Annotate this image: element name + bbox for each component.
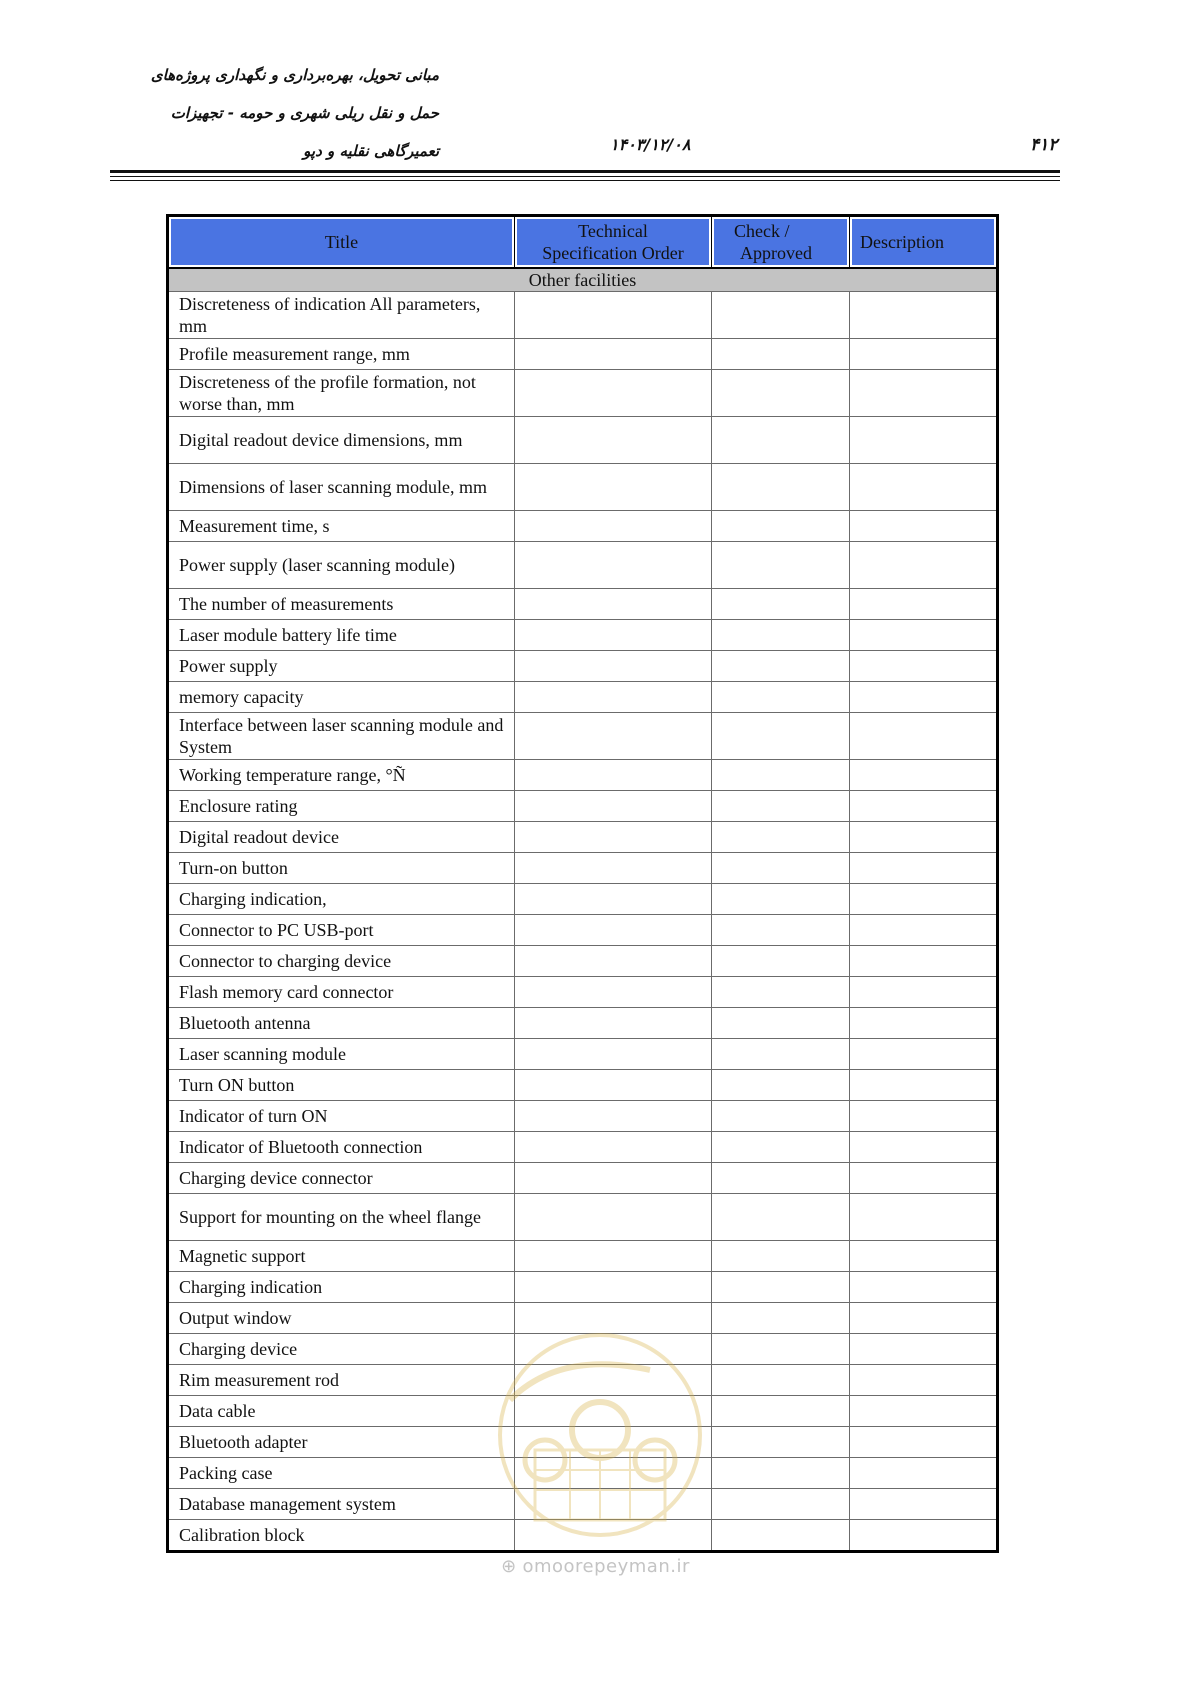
table-row bbox=[168, 339, 998, 370]
table-row bbox=[168, 511, 998, 542]
row-check-approved-cell[interactable] bbox=[712, 760, 850, 791]
row-title: Flash memory card connector bbox=[168, 977, 515, 1008]
row-description-cell[interactable] bbox=[850, 682, 998, 713]
row-title: Connector to PC USB-port bbox=[168, 915, 515, 946]
row-description-cell[interactable] bbox=[850, 1334, 998, 1365]
row-check-approved-cell[interactable] bbox=[712, 620, 850, 651]
table-row bbox=[168, 292, 998, 339]
row-technical-spec-cell[interactable] bbox=[515, 682, 712, 713]
row-title: Charging indication bbox=[168, 1272, 515, 1303]
row-check-approved-cell[interactable] bbox=[712, 1241, 850, 1272]
row-title: Digital readout device bbox=[168, 822, 515, 853]
row-title: Data cable bbox=[168, 1396, 515, 1427]
row-check-approved-cell[interactable] bbox=[712, 1365, 850, 1396]
row-check-approved-cell[interactable] bbox=[712, 1520, 850, 1552]
row-technical-spec-cell[interactable] bbox=[515, 1132, 712, 1163]
row-technical-spec-cell[interactable] bbox=[515, 1163, 712, 1194]
row-check-approved-cell[interactable] bbox=[712, 1163, 850, 1194]
row-description-cell[interactable] bbox=[850, 1272, 998, 1303]
row-description-cell[interactable] bbox=[850, 511, 998, 542]
row-description-cell[interactable] bbox=[850, 1396, 998, 1427]
table-row bbox=[168, 542, 998, 589]
row-check-approved-cell[interactable] bbox=[712, 1303, 850, 1334]
check-header-line-2: Approved bbox=[740, 243, 812, 263]
table-row bbox=[168, 1272, 998, 1303]
row-title: Bluetooth adapter bbox=[168, 1427, 515, 1458]
row-title: The number of measurements bbox=[168, 589, 515, 620]
table-row bbox=[168, 620, 998, 651]
header-rule-thick bbox=[110, 170, 1060, 173]
row-title: Charging indication, bbox=[168, 884, 515, 915]
table-row bbox=[168, 589, 998, 620]
row-check-approved-cell[interactable] bbox=[712, 1070, 850, 1101]
row-title: Discreteness of indication All parameters, mm bbox=[168, 292, 515, 339]
row-check-approved-cell[interactable] bbox=[712, 1334, 850, 1365]
table-row bbox=[168, 651, 998, 682]
table-row bbox=[168, 946, 998, 977]
row-description-cell[interactable] bbox=[850, 946, 998, 977]
check-header-line-1: Check / bbox=[734, 221, 790, 241]
row-title: Profile measurement range, mm bbox=[168, 339, 515, 370]
watermark-site bbox=[0, 1556, 1191, 1577]
row-check-approved-cell[interactable] bbox=[712, 1396, 850, 1427]
row-check-approved-cell[interactable] bbox=[712, 1427, 850, 1458]
row-technical-spec-cell[interactable] bbox=[515, 915, 712, 946]
row-description-cell[interactable] bbox=[850, 1365, 998, 1396]
row-check-approved-cell[interactable] bbox=[712, 791, 850, 822]
row-technical-spec-cell[interactable] bbox=[515, 760, 712, 791]
watermark-seal-icon bbox=[490, 1330, 710, 1540]
row-description-cell[interactable] bbox=[850, 977, 998, 1008]
row-check-approved-cell[interactable] bbox=[712, 853, 850, 884]
section-label: Other facilities bbox=[168, 268, 998, 292]
row-technical-spec-cell[interactable] bbox=[515, 651, 712, 682]
row-title: Connector to charging device bbox=[168, 946, 515, 977]
table-row bbox=[168, 713, 998, 760]
row-check-approved-cell[interactable] bbox=[712, 292, 850, 339]
row-description-cell[interactable] bbox=[850, 1241, 998, 1272]
row-check-approved-cell[interactable] bbox=[712, 946, 850, 977]
row-check-approved-cell[interactable] bbox=[712, 1008, 850, 1039]
table-row bbox=[168, 1163, 998, 1194]
column-header-description: Description bbox=[850, 216, 998, 269]
row-check-approved-cell[interactable] bbox=[712, 464, 850, 511]
tech-header-line-2: Specification Order bbox=[542, 243, 684, 263]
column-header-check-approved bbox=[712, 216, 850, 269]
table-row bbox=[168, 1008, 998, 1039]
row-technical-spec-cell[interactable] bbox=[515, 464, 712, 511]
row-check-approved-cell[interactable] bbox=[712, 651, 850, 682]
row-title: Indicator of Bluetooth connection bbox=[168, 1132, 515, 1163]
row-title: Power supply (laser scanning module) bbox=[168, 542, 515, 589]
row-description-cell[interactable] bbox=[850, 884, 998, 915]
header-date: ۱۴۰۳/۱۲/۰۸ bbox=[610, 135, 691, 154]
row-title: Magnetic support bbox=[168, 1241, 515, 1272]
table-row bbox=[168, 1241, 998, 1272]
row-title: Laser scanning module bbox=[168, 1039, 515, 1070]
row-technical-spec-cell[interactable] bbox=[515, 977, 712, 1008]
row-title: Packing case bbox=[168, 1458, 515, 1489]
row-technical-spec-cell[interactable] bbox=[515, 1194, 712, 1241]
row-title: Charging device connector bbox=[168, 1163, 515, 1194]
row-check-approved-cell[interactable] bbox=[712, 1272, 850, 1303]
row-description-cell[interactable] bbox=[850, 339, 998, 370]
row-check-approved-cell[interactable] bbox=[712, 339, 850, 370]
row-description-cell[interactable] bbox=[850, 713, 998, 760]
row-description-cell[interactable] bbox=[850, 542, 998, 589]
row-description-cell[interactable] bbox=[850, 1458, 998, 1489]
table-row bbox=[168, 1039, 998, 1070]
row-description-cell[interactable] bbox=[850, 1427, 998, 1458]
table-row bbox=[168, 822, 998, 853]
row-technical-spec-cell[interactable] bbox=[515, 884, 712, 915]
row-description-cell[interactable] bbox=[850, 1520, 998, 1552]
row-description-cell[interactable] bbox=[850, 915, 998, 946]
row-check-approved-cell[interactable] bbox=[712, 682, 850, 713]
row-technical-spec-cell[interactable] bbox=[515, 370, 712, 417]
row-description-cell[interactable] bbox=[850, 760, 998, 791]
header-title-line-1: مبانی تحویل، بهره‌برداری و نگهداری پروژه‌های bbox=[150, 66, 439, 84]
row-title: Dimensions of laser scanning module, mm bbox=[168, 464, 515, 511]
row-title: Interface between laser scanning module and System bbox=[168, 713, 515, 760]
row-title: Power supply bbox=[168, 651, 515, 682]
row-description-cell[interactable] bbox=[850, 791, 998, 822]
table-row bbox=[168, 1132, 998, 1163]
row-check-approved-cell[interactable] bbox=[712, 977, 850, 1008]
table-row bbox=[168, 853, 998, 884]
tech-header-line-1: Technical bbox=[578, 221, 648, 241]
column-header-title: Title bbox=[168, 216, 515, 269]
row-title: Calibration block bbox=[168, 1520, 515, 1552]
header-title-line-2: حمل و نقل ریلی شهری و حومه - تجهیزات bbox=[170, 104, 439, 122]
table-row bbox=[168, 760, 998, 791]
row-title: Database management system bbox=[168, 1489, 515, 1520]
row-technical-spec-cell[interactable] bbox=[515, 1303, 712, 1334]
row-technical-spec-cell[interactable] bbox=[515, 1272, 712, 1303]
row-technical-spec-cell[interactable] bbox=[515, 511, 712, 542]
row-technical-spec-cell[interactable] bbox=[515, 1241, 712, 1272]
row-check-approved-cell[interactable] bbox=[712, 1489, 850, 1520]
row-title: Measurement time, s bbox=[168, 511, 515, 542]
row-title: memory capacity bbox=[168, 682, 515, 713]
row-technical-spec-cell[interactable] bbox=[515, 1101, 712, 1132]
row-check-approved-cell[interactable] bbox=[712, 511, 850, 542]
section-row bbox=[168, 268, 998, 292]
row-technical-spec-cell[interactable] bbox=[515, 339, 712, 370]
row-description-cell[interactable] bbox=[850, 1070, 998, 1101]
table-row bbox=[168, 1303, 998, 1334]
watermark-site-text: omoorepeyman.ir bbox=[522, 1556, 690, 1577]
row-description-cell[interactable] bbox=[850, 822, 998, 853]
row-technical-spec-cell[interactable] bbox=[515, 853, 712, 884]
row-title: Output window bbox=[168, 1303, 515, 1334]
row-title: Working temperature range, °Ñ bbox=[168, 760, 515, 791]
table-row bbox=[168, 370, 998, 417]
row-check-approved-cell[interactable] bbox=[712, 542, 850, 589]
row-description-cell[interactable] bbox=[850, 1194, 998, 1241]
row-title: Turn ON button bbox=[168, 1070, 515, 1101]
table-row bbox=[168, 915, 998, 946]
row-description-cell[interactable] bbox=[850, 417, 998, 464]
header-rule-thin bbox=[110, 180, 1060, 181]
row-description-cell[interactable] bbox=[850, 1039, 998, 1070]
row-check-approved-cell[interactable] bbox=[712, 417, 850, 464]
row-technical-spec-cell[interactable] bbox=[515, 822, 712, 853]
table-row bbox=[168, 977, 998, 1008]
row-description-cell[interactable] bbox=[850, 1303, 998, 1334]
row-description-cell[interactable] bbox=[850, 1163, 998, 1194]
row-description-cell[interactable] bbox=[850, 1008, 998, 1039]
row-description-cell[interactable] bbox=[850, 292, 998, 339]
row-technical-spec-cell[interactable] bbox=[515, 1008, 712, 1039]
row-title: Enclosure rating bbox=[168, 791, 515, 822]
row-check-approved-cell[interactable] bbox=[712, 589, 850, 620]
row-title: Charging device bbox=[168, 1334, 515, 1365]
row-description-cell[interactable] bbox=[850, 589, 998, 620]
table-row bbox=[168, 417, 998, 464]
row-check-approved-cell[interactable] bbox=[712, 370, 850, 417]
table-row bbox=[168, 884, 998, 915]
row-description-cell[interactable] bbox=[850, 853, 998, 884]
row-check-approved-cell[interactable] bbox=[712, 1458, 850, 1489]
row-check-approved-cell[interactable] bbox=[712, 915, 850, 946]
row-technical-spec-cell[interactable] bbox=[515, 713, 712, 760]
row-technical-spec-cell[interactable] bbox=[515, 417, 712, 464]
row-technical-spec-cell[interactable] bbox=[515, 620, 712, 651]
row-title: Bluetooth antenna bbox=[168, 1008, 515, 1039]
row-check-approved-cell[interactable] bbox=[712, 1132, 850, 1163]
row-title: Indicator of turn ON bbox=[168, 1101, 515, 1132]
row-description-cell[interactable] bbox=[850, 370, 998, 417]
row-description-cell[interactable] bbox=[850, 1489, 998, 1520]
table-row bbox=[168, 682, 998, 713]
row-description-cell[interactable] bbox=[850, 651, 998, 682]
row-technical-spec-cell[interactable] bbox=[515, 542, 712, 589]
table-row bbox=[168, 1194, 998, 1241]
row-title: Rim measurement rod bbox=[168, 1365, 515, 1396]
row-title: Support for mounting on the wheel flange bbox=[168, 1194, 515, 1241]
row-technical-spec-cell[interactable] bbox=[515, 1039, 712, 1070]
row-technical-spec-cell[interactable] bbox=[515, 791, 712, 822]
globe-icon: ⊕ bbox=[501, 1556, 517, 1577]
row-description-cell[interactable] bbox=[850, 1132, 998, 1163]
row-technical-spec-cell[interactable] bbox=[515, 292, 712, 339]
row-check-approved-cell[interactable] bbox=[712, 822, 850, 853]
table-row bbox=[168, 464, 998, 511]
row-title: Discreteness of the profile formation, not worse than, mm bbox=[168, 370, 515, 417]
row-title: Digital readout device dimensions, mm bbox=[168, 417, 515, 464]
row-description-cell[interactable] bbox=[850, 1101, 998, 1132]
row-title: Turn-on button bbox=[168, 853, 515, 884]
table-header-row bbox=[168, 216, 998, 269]
row-technical-spec-cell[interactable] bbox=[515, 589, 712, 620]
row-technical-spec-cell[interactable] bbox=[515, 1070, 712, 1101]
header-rule-mid bbox=[110, 176, 1060, 177]
row-title: Laser module battery life time bbox=[168, 620, 515, 651]
table-row bbox=[168, 791, 998, 822]
row-technical-spec-cell[interactable] bbox=[515, 946, 712, 977]
row-check-approved-cell[interactable] bbox=[712, 1039, 850, 1070]
row-check-approved-cell[interactable] bbox=[712, 1194, 850, 1241]
row-description-cell[interactable] bbox=[850, 464, 998, 511]
row-check-approved-cell[interactable] bbox=[712, 1101, 850, 1132]
header-title-line-3: تعمیرگاهی نقلیه و دپو bbox=[303, 142, 439, 160]
table-row bbox=[168, 1101, 998, 1132]
row-check-approved-cell[interactable] bbox=[712, 884, 850, 915]
column-header-technical-specification bbox=[515, 216, 712, 269]
table-row bbox=[168, 1070, 998, 1101]
row-description-cell[interactable] bbox=[850, 620, 998, 651]
row-check-approved-cell[interactable] bbox=[712, 713, 850, 760]
page-number: ۴۱۲ bbox=[1030, 135, 1058, 155]
